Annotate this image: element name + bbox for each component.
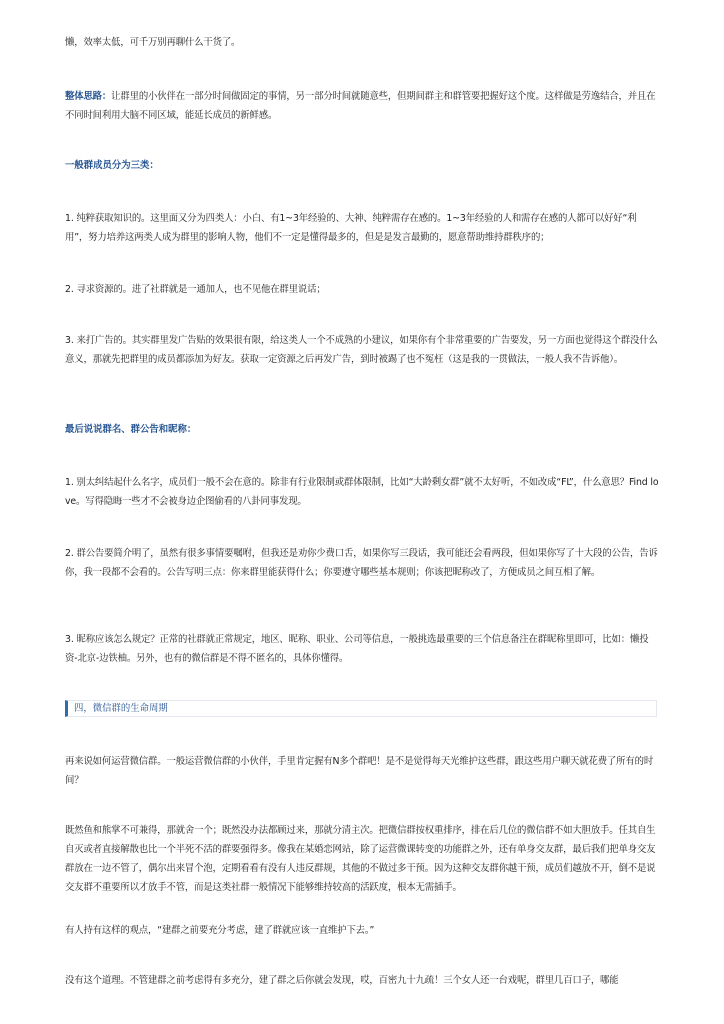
section-title: 四，微信群的生命周期: [74, 703, 168, 714]
paragraph-lifecycle-4: 没有这个道理。不管建群之前考虑得有多充分，建了群之后你就会发现，哎，百密九十九疏！三个女人还一台戏呢，群里几百口子，哪能: [65, 975, 619, 986]
paragraph-lifecycle-2: 既然鱼和熊掌不可兼得，那就舍一个；既然没办法都顾过来，那就分清主次。把微信群按权重排序，排在后几位的微信群不如大胆放手。任其自生自灭或者直接解散也比一个半死不活的群要强得多。像我在某婚恋网站，除了运营微课转变的功能群之外，还有单身交友群，最后我们把单身交友群放在一边不管了，偶尔出来冒个泡，定期看看有没有人违反群规，其他的不做过多干预。因为这种交友群你越干预，成员们越放不开，倒不是说交友群不重要所以才放手不管，而是这类社群一般情况下能够维持较高的活跃度，根本无需插手。: [65, 825, 656, 893]
paragraph-lifecycle-1: 再来说如何运营微信群。一般运营微信群的小伙伴，手里肯定握有N多个群吧！是不是觉得每天光维护这些群，跟这些用户聊天就花费了所有的时间？: [65, 756, 654, 786]
section-header-box: [65, 700, 657, 717]
heading-naming: 最后说说群名、群公告和昵称：: [65, 424, 197, 435]
overall-idea-lead: 整体思路：: [65, 91, 112, 102]
heading-member-types: 一般群成员分为三类：: [65, 160, 159, 171]
paragraph-member-type-1: 1. 纯粹获取知识的。这里面又分为四类人：小白、有1~3年经验的、大神、纯粹需存在感的。1~3年经验的人和需存在感的人都可以好好“利用”，努力培养这两类人成为群里的影响人物，他们不一定是懂得最多的，但是是发言最勤的，愿意帮助维持群秩序的；: [65, 213, 637, 243]
paragraph-top: 懒，效率太低，可千万别再聊什么干货了。: [65, 37, 241, 48]
paragraph-naming-2: 2. 群公告要简介明了，虽然有很多事情要嘱咐，但我还是劝你少费口舌，如果你写三段话，我可能还会看两段，但如果你写了十大段的公告，告诉你，我一段都不会看的。公告写明三点：你来群里能获得什么；你要遵守哪些基本规则；你该把昵称改了，方便成员之间互相了解。: [65, 548, 658, 578]
paragraph-lifecycle-3: 有人持有这样的观点，“建群之前要充分考虑，建了群就应该一直维护下去。”: [65, 925, 375, 936]
overall-idea-text: 让群里的小伙伴在一部分时间做固定的事情，另一部分时间就随意些，但期间群主和群管要把握好这个度。这样做是劳逸结合，并且在不同时间利用大脑不同区域，能延长成员的新鲜感。: [65, 91, 656, 121]
paragraph-naming-1: 1. 别太纠结起什么名字，成员们一般不会在意的。除非有行业限制或群体限制，比如“大龄剩女群”就不太好听，不如改成“FL”，什么意思？Find love。写得隐晦一些才不会被身边企图偷看的八卦同事发现。: [65, 477, 659, 507]
paragraph-naming-3: 3. 昵称应该怎么规定？正常的社群就正常规定，地区、昵称、职业、公司等信息，一般挑选最重要的三个信息备注在群昵称里即可，比如：懒投资-北京-边铁柚。另外，也有的微信群是不得不匿名的，具体你懂得。: [65, 634, 649, 664]
paragraph-member-type-3: 3. 来打广告的。其实群里发广告贴的效果很有限，给这类人一个不成熟的小建议，如果你有个非常重要的广告要发，另一方面也觉得这个群没什么意义，那就先把群里的成员都添加为好友。获取一定资源之后再发广告，到时被踢了也不冤枉（这是我的一贯做法，一般人我不告诉他）。: [65, 335, 658, 365]
paragraph-member-type-2: 2. 寻求资源的。进了社群就是一通加人，也不见他在群里说话；: [65, 284, 326, 295]
paragraph-overall-idea: [65, 87, 659, 125]
